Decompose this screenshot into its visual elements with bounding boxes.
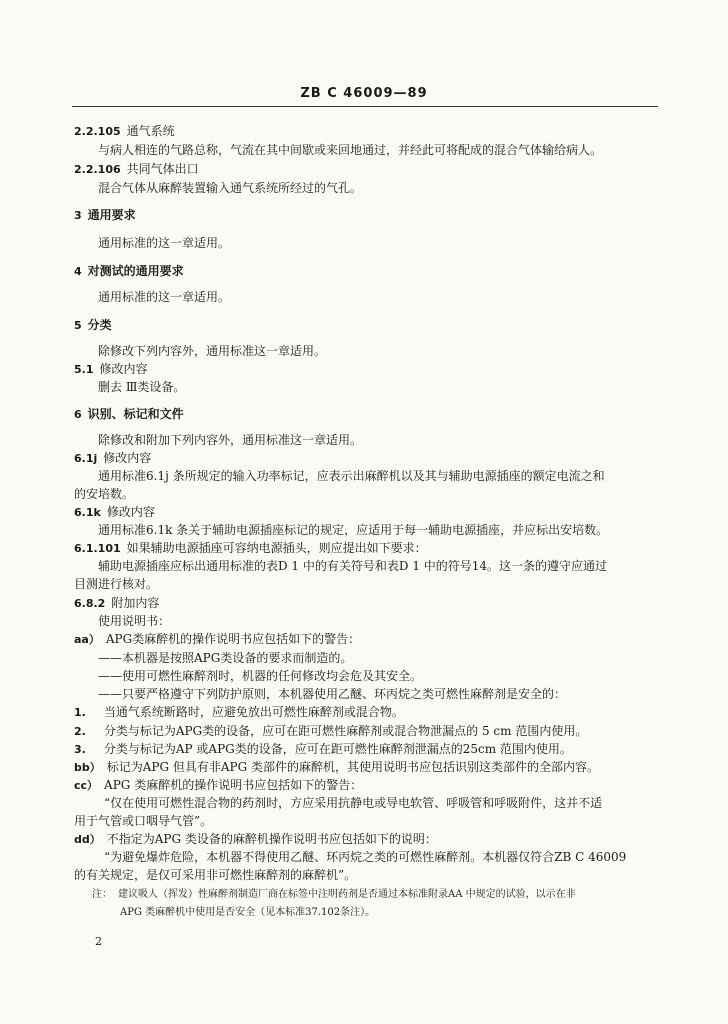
clause-5-1-body: 删去 Ⅲ类设备。: [98, 380, 186, 394]
item-label: 2.: [74, 725, 86, 738]
footnote-line1: [92, 887, 576, 902]
clause-6-1-101-body-line1: 辅助电源插座应标出通用标准的表D 1 中的有关符号和表D 1 中的符号14。这一条的遵守应通过: [98, 559, 608, 573]
clause-2-2-105-body: 与病人相连的气路总称，气流在其中间歇或来回地通过，并经此可将配成的混合气体输给病人。: [98, 143, 603, 157]
item-text: 分类与标记为AP 或APG类的设备，应可在距可燃性麻醉剂泄漏点的25cm 范围内使用。: [103, 742, 572, 756]
clause-6-1k-heading: [74, 505, 155, 520]
item-dd: [74, 832, 437, 847]
item-text: 当通气系统断路时，应避免放出可燃性麻醉剂或混合物。: [103, 705, 404, 719]
clause-2-2-106-heading: [74, 162, 199, 177]
clause-title: 修改内容: [103, 451, 152, 465]
section-3-heading: [74, 208, 136, 223]
item-label: cc）: [74, 779, 99, 792]
section-title: 通用要求: [87, 208, 136, 222]
header-rule: [72, 106, 658, 107]
item-label: bb）: [74, 761, 101, 774]
section-6-heading: [74, 407, 184, 422]
item-text: APG 类麻醉机的操作说明书应包括如下的警告：: [104, 778, 363, 792]
standard-code-header: ZB C 46009—89: [300, 86, 428, 101]
clause-2-2-106-body: 混合气体从麻醉装置输入通气系统所经过的气孔。: [98, 181, 363, 195]
note-label: 注：: [92, 889, 112, 900]
section-5-body: 除修改下列内容外，通用标准这一章适用。: [98, 344, 327, 358]
clause-6-1j-heading: [74, 451, 151, 466]
clause-number: 6.8.2: [74, 597, 106, 610]
item-label: aa）: [74, 633, 100, 646]
section-5-heading: [74, 318, 112, 333]
clause-title: 修改内容: [106, 505, 155, 519]
section-4-body: 通用标准的这一章适用。: [98, 290, 231, 304]
warning-line-1: ——本机器是按照APG类设备的要求而制造的。: [98, 651, 353, 665]
section-title: 分类: [87, 318, 112, 332]
section-3-body: 通用标准的这一章适用。: [98, 236, 231, 250]
numbered-item-3: [74, 742, 572, 757]
section-number: 3: [74, 209, 82, 222]
quote-cc-line1: “仅在使用可燃性混合物的药剂时，方应采用抗静电或导电软管、呼吸管和呼吸附件，这并不适: [104, 796, 603, 810]
clause-5-1-heading: [74, 362, 148, 377]
page-number: 2: [95, 935, 102, 948]
clause-6-1-101-body-line2: 目测进行核对。: [74, 577, 159, 591]
clause-number: 5.1: [74, 363, 94, 376]
item-bb: [74, 760, 599, 775]
clause-6-1j-body-line2: 的安培数。: [74, 487, 135, 501]
section-title: 识别、标记和文件: [87, 407, 184, 421]
section-4-heading: [74, 264, 184, 279]
clause-6-1j-body-line1: 通用标准6.1j 条所规定的输入功率标记，应表示出麻醉机以及其与辅助电源插座的额定电流之和: [98, 469, 605, 483]
note-text: 建议吸人（挥发）性麻醉剂制造厂商在标签中注明药剂是否通过本标准附录AA 中规定的试验，以示在非: [118, 889, 576, 900]
item-cc: [74, 778, 362, 793]
quote-dd-line2: 的有关规定，是仅可采用非可燃性麻醉剂的麻醉机”。: [74, 868, 357, 882]
clause-title: 附加内容: [111, 596, 160, 610]
clause-2-2-105-heading: [74, 124, 175, 139]
item-text: 不指定为APG 类设备的麻醉机操作说明书应包括如下的说明：: [106, 832, 437, 846]
section-number: 4: [74, 265, 82, 278]
warning-line-3: ——只要严格遵守下列防护原则，本机器使用乙醚、环丙烷之类可燃性麻醉剂是安全的：: [98, 687, 567, 701]
item-text: 标记为APG 但具有非APG 类部件的麻醉机，其使用说明书应包括识别这类部件的全部内容。: [106, 760, 600, 774]
item-text: 分类与标记为APG类的设备，应可在距可燃性麻醉剂或混合物泄漏点的 5 cm 范围内使用。: [103, 724, 588, 738]
quote-dd-line1: “为避免爆炸危险，本机器不得使用乙醚、环丙烷之类的可燃性麻醉剂。本机器仅符合ZB C 46009: [104, 850, 627, 864]
clause-6-1-101-heading: [74, 541, 427, 556]
warning-line-2: ——使用可燃性麻醉剂时，机器的任何修改均会危及其安全。: [98, 669, 423, 683]
numbered-item-2: [74, 724, 587, 739]
clause-6-8-2-body: 使用说明书：: [98, 614, 171, 628]
section-6-body: 除修改和附加下列内容外，通用标准这一章适用。: [98, 433, 363, 447]
section-number: 6: [74, 408, 82, 421]
clause-title: 如果辅助电源插座可容纳电源插头，则应提出如下要求：: [126, 541, 427, 555]
clause-6-8-2-heading: [74, 596, 159, 611]
quote-cc-line2: 用于气管或口咽导气管”。: [74, 814, 213, 828]
item-label: 1.: [74, 706, 86, 719]
footnote-line2: APG 类麻醉机中使用是否安全（见本标准37.102条注）。: [120, 907, 376, 918]
clause-number: 6.1.101: [74, 542, 121, 555]
item-aa: [74, 632, 360, 647]
section-number: 5: [74, 319, 82, 332]
clause-title: 修改内容: [99, 362, 148, 376]
clause-number: 2.2.106: [74, 163, 121, 176]
clause-number: 6.1j: [74, 452, 98, 465]
item-text: APG类麻醉机的操作说明书应包括如下的警告：: [105, 632, 361, 646]
section-title: 对测试的通用要求: [87, 264, 184, 278]
item-label: 3.: [74, 743, 86, 756]
clause-number: 2.2.105: [74, 125, 121, 138]
clause-title: 通气系统: [126, 124, 175, 138]
clause-6-1k-body: 通用标准6.1k 条关于辅助电源插座标记的规定，应适用于每一辅助电源插座，并应标出安培数。: [98, 523, 609, 537]
clause-number: 6.1k: [74, 506, 101, 519]
numbered-item-1: [74, 705, 404, 720]
item-label: dd）: [74, 833, 101, 846]
clause-title: 共同气体出口: [126, 162, 199, 176]
